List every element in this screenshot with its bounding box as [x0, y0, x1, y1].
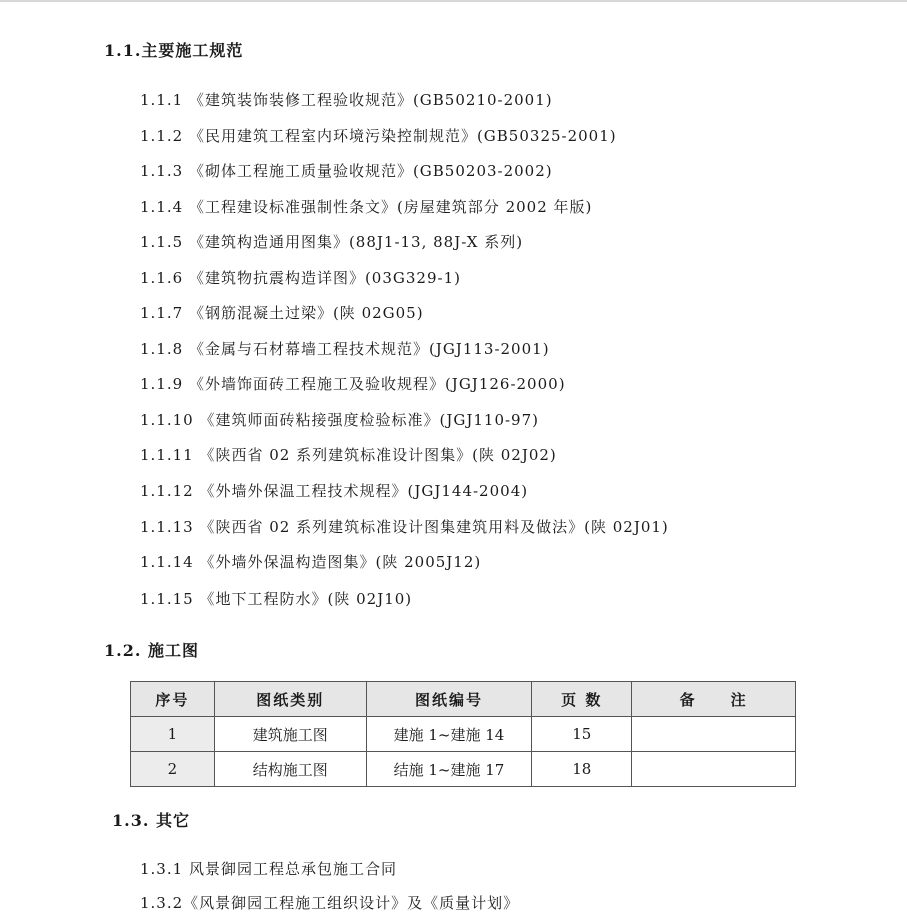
- norm-text: 《外墙外保温工程技术规程》(JGJ144-2004): [199, 482, 529, 500]
- norm-item: [140, 444, 557, 465]
- norm-number: 1.1.13: [140, 518, 194, 536]
- table-header-row: [131, 682, 796, 717]
- norm-text: 《建筑师面砖粘接强度检验标准》(JGJ110-97): [199, 411, 540, 429]
- cell-code: 建施 1~建施 14: [366, 717, 532, 752]
- other-text: 风景御园工程总承包施工合同: [188, 860, 397, 878]
- norm-text: 《地下工程防水》(陕 02J10): [199, 590, 413, 608]
- norm-number: 1.1.5: [140, 233, 184, 251]
- norm-text: 《陕西省 02 系列建筑标准设计图集建筑用料及做法》(陕 02J01): [199, 518, 669, 536]
- norm-text: 《外墙外保温构造图集》(陕 2005J12): [199, 553, 482, 571]
- column-header-index: 序号: [131, 682, 215, 717]
- norm-text: 《建筑构造通用图集》(88J1-13, 88J-X 系列): [188, 233, 524, 251]
- cell-remark: [632, 717, 796, 752]
- norm-number: 1.1.2: [140, 127, 184, 145]
- norm-item: [140, 267, 461, 288]
- norm-number: 1.1.12: [140, 482, 194, 500]
- norm-text: 《建筑物抗震构造详图》(03G329-1): [188, 269, 461, 287]
- norm-number: 1.1.9: [140, 375, 184, 393]
- section-title-drawings: 1.2. 施工图: [104, 641, 199, 660]
- column-header-pages: 页 数: [532, 682, 632, 717]
- other-text: 《风景御园工程施工组织设计》及《质量计划》: [183, 894, 520, 912]
- norm-number: 1.1.7: [140, 304, 184, 322]
- cell-pages: 18: [532, 752, 632, 787]
- norm-number: 1.1.11: [140, 446, 194, 464]
- norm-text: 《陕西省 02 系列建筑标准设计图集》(陕 02J02): [199, 446, 557, 464]
- drawings-table: [130, 681, 796, 787]
- norm-item: [140, 89, 553, 110]
- norm-item: [140, 338, 550, 359]
- norm-item: [140, 588, 412, 609]
- norm-number: 1.1.4: [140, 198, 184, 216]
- other-number: 1.3.2: [140, 894, 184, 912]
- cell-index: 1: [131, 717, 215, 752]
- norm-text: 《民用建筑工程室内环境污染控制规范》(GB50325-2001): [188, 127, 617, 145]
- norm-number: 1.1.14: [140, 553, 194, 571]
- norm-item: [140, 373, 566, 394]
- section-title-norms: 1.1.主要施工规范: [104, 41, 244, 60]
- cell-remark: [632, 752, 796, 787]
- cell-pages: 15: [532, 717, 632, 752]
- norm-item: [140, 409, 539, 430]
- norm-item: [140, 125, 617, 146]
- norm-number: 1.1.3: [140, 162, 184, 180]
- norm-number: 1.1.6: [140, 269, 184, 287]
- cell-code: 结施 1~建施 17: [366, 752, 532, 787]
- cell-category: 结构施工图: [214, 752, 366, 787]
- other-item: [140, 858, 397, 879]
- norm-item: [140, 196, 592, 217]
- norm-number: 1.1.15: [140, 590, 194, 608]
- norm-number: 1.1.8: [140, 340, 184, 358]
- norm-text: 《钢筋混凝土过梁》(陕 02G05): [188, 304, 424, 322]
- page-top-border: [0, 0, 907, 2]
- norm-item: [140, 480, 528, 501]
- norm-item: [140, 516, 669, 537]
- norm-text: 《外墙饰面砖工程施工及验收规程》(JGJ126-2000): [188, 375, 566, 393]
- other-item: [140, 892, 519, 913]
- column-header-remark: 备 注: [632, 682, 796, 717]
- column-header-code: 图纸编号: [366, 682, 532, 717]
- norm-item: [140, 302, 424, 323]
- cell-index: 2: [131, 752, 215, 787]
- cell-category: 建筑施工图: [214, 717, 366, 752]
- table-row: [131, 717, 796, 752]
- other-number: 1.3.1: [140, 860, 184, 878]
- norm-number: 1.1.1: [140, 91, 184, 109]
- norm-text: 《工程建设标准强制性条文》(房屋建筑部分 2002 年版): [188, 198, 593, 216]
- norm-text: 《金属与石材幕墙工程技术规范》(JGJ113-2001): [188, 340, 550, 358]
- table-row: [131, 752, 796, 787]
- norm-item: [140, 551, 481, 572]
- norm-text: 《砌体工程施工质量验收规范》(GB50203-2002): [188, 162, 553, 180]
- norm-item: [140, 160, 553, 181]
- column-header-category: 图纸类别: [214, 682, 366, 717]
- norm-number: 1.1.10: [140, 411, 194, 429]
- norm-text: 《建筑装饰装修工程验收规范》(GB50210-2001): [188, 91, 553, 109]
- norm-item: [140, 231, 523, 252]
- section-title-others: 1.3. 其它: [112, 811, 190, 830]
